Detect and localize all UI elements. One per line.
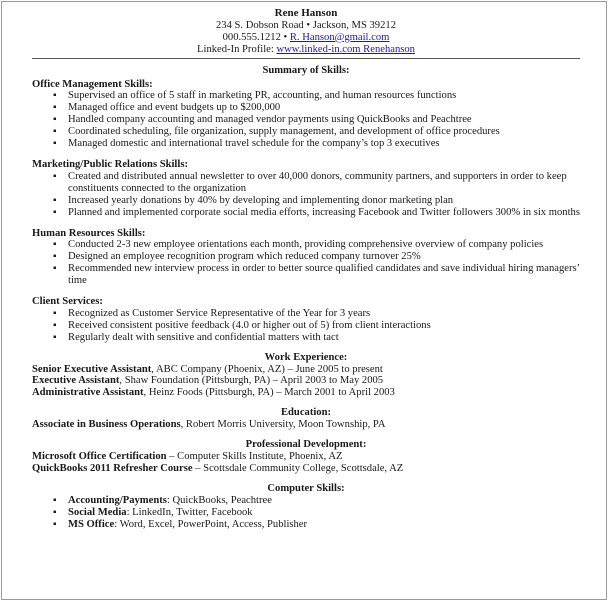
job-title: Administrative Assistant [32,387,144,399]
skill-category: Social Media [68,506,127,518]
computer-skills-list [32,495,580,531]
education-title: Education: [280,407,332,419]
list-item: ▪ Recognized as Customer Service Representative of the Year for 3 years [68,308,580,320]
summary-title: Summary of Skills: [262,64,350,76]
list-item: ▪ Managed office and event budgets up to $200,000 [68,102,580,114]
list-item: ▪ Recommended new interview process in order to better source qualified candidates and save individual hiring managers’ time [68,263,580,287]
contact-line [32,32,580,44]
linkedin-link[interactable]: www.linked-in.com Renehanson [276,43,415,55]
course-detail: – Computer Skills Institute, Phoenix, AZ [166,451,343,462]
skill-detail: : Word, Excel, PowerPoint, Access, Publisher [114,518,308,530]
degree: Associate in Business Operations [32,419,181,431]
professional-development-title: Professional Development: [245,439,367,451]
list-item: ▪ Planned and implemented corporate social media efforts, increasing Facebook and Twitter followers 300% in six months [68,207,580,219]
job-title: Senior Executive Assistant [32,363,152,375]
header-divider [32,58,580,59]
list-item: ▪ Received consistent positive feedback (4.0 or higher out of 5) from client interactions [68,320,580,332]
client-services-list [32,308,580,344]
course-name: QuickBooks 2011 Refresher Course [32,462,193,474]
development-entry [32,451,580,463]
hr-skills-list [32,239,580,287]
development-entry [32,463,580,475]
list-item: ▪ Designed an employee recognition program which reduced company turnover 25% [68,251,580,263]
job-title: Executive Assistant [32,375,120,387]
marketing-skills-heading: Marketing/Public Relations Skills: [32,158,188,170]
applicant-name: Rene Hanson [274,7,338,19]
list-item: ▪ Handled company accounting and managed vendor payments using QuickBooks and Peachtree [68,114,580,126]
list-item: ▪ Increased yearly donations by 40% by developing and implementing donor marketing plan [68,195,580,207]
resume-document [32,8,580,530]
work-entry [32,387,580,399]
list-item: ▪ Created and distributed annual newsletter to over 40,000 donors, community partners, and supporters in order to keep constituents connected to the organization [68,171,580,195]
job-detail: , Heinz Foods (Pittsburgh, PA) – March 2001 to April 2003 [143,387,395,399]
linkedin-line [32,44,580,56]
hr-skills-heading: Human Resources Skills: [32,227,146,239]
list-item [68,507,580,519]
list-item [68,519,580,531]
list-item: ▪ Coordinated scheduling, file organization, supply management, and development of office procedures [68,126,580,138]
skill-category: MS Office [68,518,115,530]
school-detail: , Robert Morris University, Moon Township, PA [180,419,386,431]
office-skills-heading: Office Management Skills: [32,78,153,90]
course-name: Microsoft Office Certification [32,451,167,462]
work-entry [32,375,580,387]
marketing-skills-list [32,171,580,219]
skill-detail: : QuickBooks, Peachtree [166,494,272,506]
email-link[interactable]: R. Hanson@gmail.com [289,31,390,43]
list-item: ▪ Regularly dealt with sensitive and confidential matters with tact [68,332,580,344]
list-item: ▪ Supervised an office of 5 staff in marketing PR, accounting, and human resources functions [68,90,580,102]
job-detail: , Shaw Foundation (Pittsburgh, PA) – April 2003 to May 2005 [119,375,384,387]
address-line: 234 S. Dobson Road • Jackson, MS 39212 [216,19,396,31]
list-item: ▪ Conducted 2-3 new employee orientations each month, providing comprehensive overview of company policies [68,239,580,251]
work-experience-title: Work Experience: [264,351,348,363]
computer-skills-title: Computer Skills: [267,482,345,494]
skill-category: Accounting/Payments [68,494,167,506]
list-item: ▪ Managed domestic and international travel schedule for the company’s top 3 executives [68,138,580,150]
list-item [68,495,580,507]
linkedin-label: Linked-In Profile: [197,43,274,55]
skill-detail: : LinkedIn, Twitter, Facebook [126,506,253,518]
education-entry [32,419,580,431]
phone-number: 000.555.1212 • [222,31,288,43]
course-detail: – Scottsdale Community College, Scottsdale, AZ [192,462,404,474]
job-detail: , ABC Company (Phoenix, AZ) – June 2005 to present [151,363,383,375]
office-skills-list [32,90,580,150]
client-services-heading: Client Services: [32,296,103,308]
work-entry [32,364,580,376]
